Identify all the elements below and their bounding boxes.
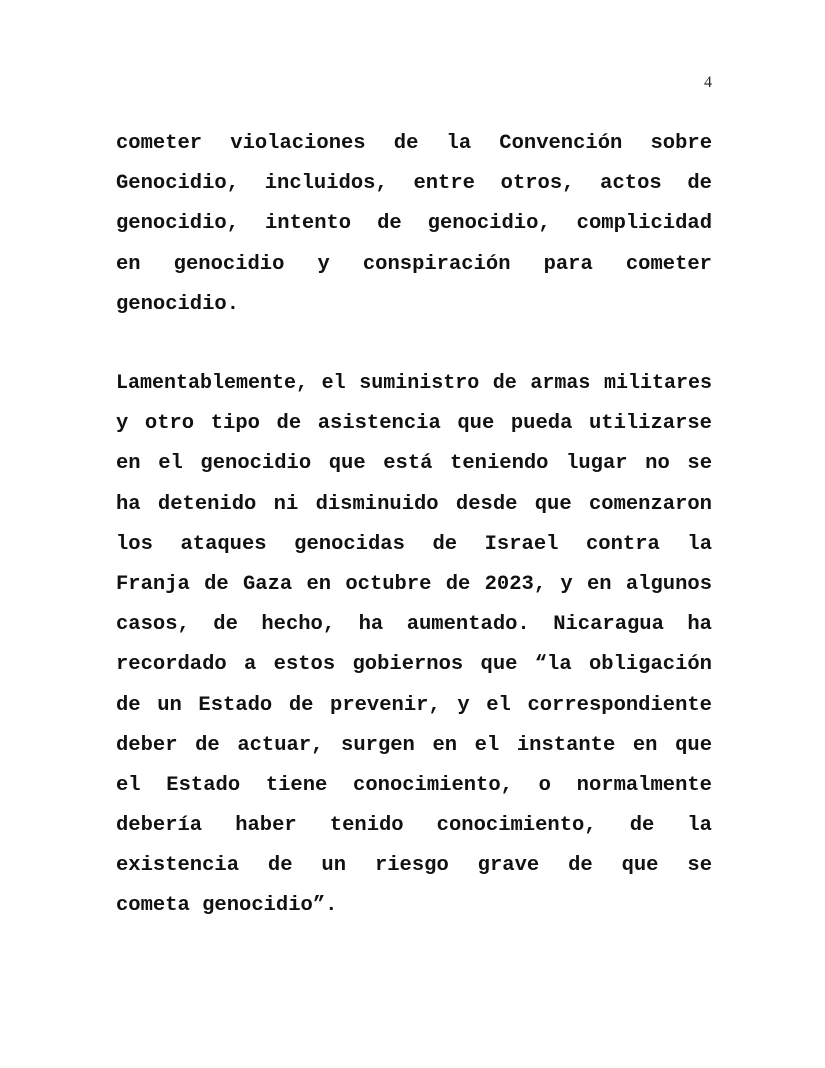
text-line: debería haber tenido conocimiento, de la (116, 814, 712, 838)
text-line: en genocidio y conspiración para cometer (116, 252, 712, 276)
page-number: 4 (704, 74, 712, 91)
text-line: cometer violaciones de la Convención sobre (116, 132, 712, 155)
paragraph-1 (116, 124, 712, 325)
text-line: y otro tipo de asistencia que pueda utilizarse (116, 412, 712, 436)
text-line: los ataques genocidas de Israel contra la (116, 532, 712, 556)
text-line: ha detenido ni disminuido desde que comenzaron (116, 492, 712, 516)
text-line: genocidio. (116, 292, 240, 316)
text-line: Franja de Gaza en octubre de 2023, y en algunos (116, 572, 712, 596)
text-line: casos, de hecho, ha aumentado. Nicaragua ha (116, 613, 712, 637)
text-line: en el genocidio que está teniendo lugar no se (116, 452, 712, 476)
text-line: el Estado tiene conocimiento, o normalmente (116, 773, 712, 797)
text-line: genocidio, intento de genocidio, complicidad (116, 212, 712, 236)
text-line: deber de actuar, surgen en el instante en que (116, 733, 712, 757)
text-line: recordado a estos gobiernos que “la obligación (116, 653, 712, 677)
text-line: Lamentablemente, el suministro de armas militares (116, 372, 712, 395)
text-line: Genocidio, incluidos, entre otros, actos de (116, 172, 712, 196)
paragraph-2 (116, 364, 712, 927)
text-line: cometa genocidio”. (116, 894, 338, 918)
text-line: de un Estado de prevenir, y el correspondiente (116, 693, 712, 717)
text-line: existencia de un riesgo grave de que se (116, 854, 712, 878)
